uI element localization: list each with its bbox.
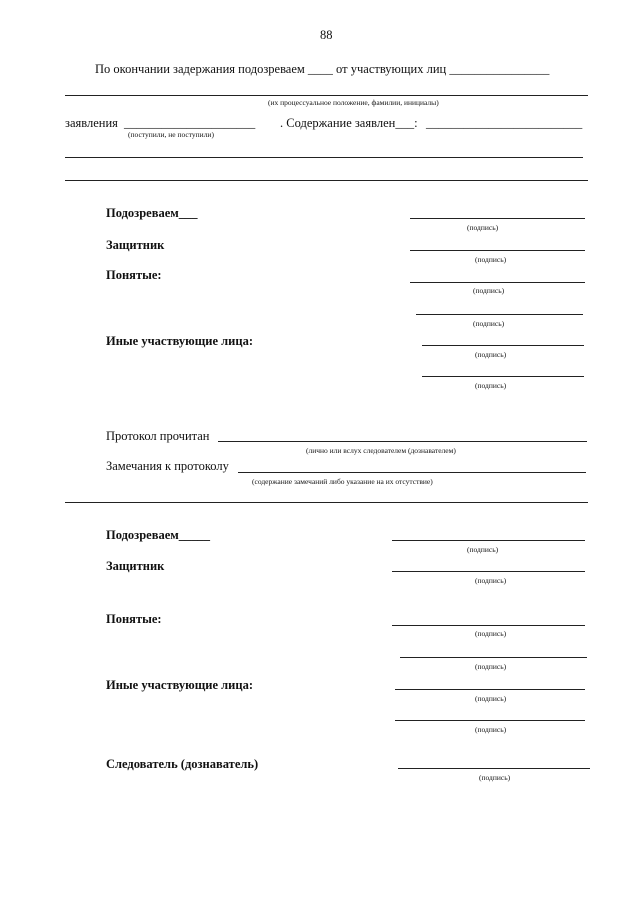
signature-caption: (подпись): [475, 255, 507, 264]
defender-label: Защитник: [106, 559, 165, 573]
signature-line: [400, 657, 587, 658]
signature-caption: (подпись): [475, 725, 507, 734]
signature-line: [410, 282, 585, 283]
signature-caption: (подпись): [467, 545, 499, 554]
content-blank: _________________________: [426, 116, 583, 130]
caption-received: (поступили, не поступили): [128, 130, 214, 139]
divider: [65, 157, 583, 158]
signature-caption: (подпись): [479, 773, 511, 782]
divider: [65, 180, 588, 181]
witnesses-label: Понятые:: [106, 612, 162, 626]
protocol-read-caption: (лично или вслух следователем (дознавателем): [306, 446, 456, 455]
divider: [65, 502, 588, 503]
signature-caption: (подпись): [473, 286, 505, 295]
signature-line: [422, 376, 584, 377]
others-label: Иные участвующие лица:: [106, 678, 253, 692]
signature-caption: (подпись): [475, 381, 507, 390]
suspect-label: Подозреваем_____: [106, 528, 211, 542]
protocol-read-line: [218, 441, 587, 442]
statements-label: заявления: [65, 116, 118, 130]
signature-caption: (подпись): [475, 662, 507, 671]
others-label: Иные участвующие лица:: [106, 334, 253, 348]
signature-line: [392, 540, 585, 541]
signature-line: [392, 625, 585, 626]
signature-line: [422, 345, 584, 346]
remarks-label: Замечания к протоколу: [106, 459, 229, 473]
caption-position-names: (их процессуальное положение, фамилии, инициалы): [268, 98, 439, 107]
signature-line: [410, 218, 585, 219]
page-number: 88: [320, 28, 333, 42]
signature-caption: (подпись): [475, 694, 507, 703]
statements-blank: _____________________: [124, 116, 256, 130]
signature-caption: (подпись): [475, 629, 507, 638]
signature-line: [395, 689, 585, 690]
signature-caption: (подпись): [467, 223, 499, 232]
witnesses-label: Понятые:: [106, 268, 162, 282]
divider: [65, 95, 588, 96]
defender-label: Защитник: [106, 238, 165, 252]
signature-line: [398, 768, 590, 769]
intro-line: По окончании задержания подозреваем ____ от участвующих лиц ________________: [95, 62, 550, 76]
protocol-read-label: Протокол прочитан: [106, 429, 210, 443]
remarks-line: [238, 472, 586, 473]
signature-caption: (подпись): [475, 350, 507, 359]
signature-line: [392, 571, 585, 572]
signature-caption: (подпись): [475, 576, 507, 585]
signature-line: [410, 250, 585, 251]
content-label: . Содержание заявлен___:: [280, 116, 418, 130]
investigator-label: Следователь (дознаватель): [106, 757, 259, 771]
signature-line: [416, 314, 583, 315]
signature-caption: (подпись): [473, 319, 505, 328]
suspect-label: Подозреваем___: [106, 206, 198, 220]
signature-line: [395, 720, 585, 721]
remarks-caption: (содержание замечаний либо указание на их отсутствие): [252, 477, 433, 486]
